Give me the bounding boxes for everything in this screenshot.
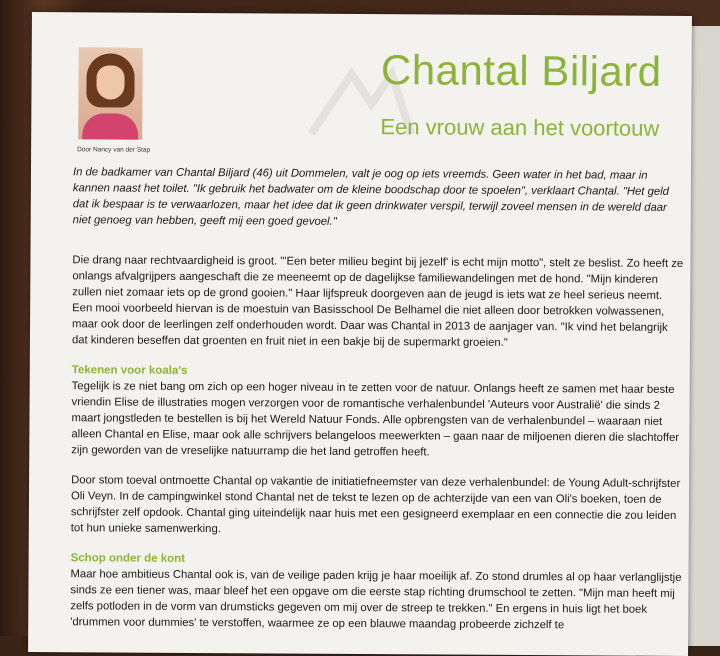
section-heading: Schop onder de kont [70, 552, 186, 565]
article-intro: In de badkamer van Chantal Biljard (46) uit Dommelen, valt je oog op iets vreemds. Geen water in het bad, maar in kannen naast het toilet. "Ik gebruik het badwater om de kleine boodschap door te spoelen", verklaart Chantal. "Het geld dat ik bespaar is te verwaarlozen, maar het idee dat ik geen drinkwater verspil, terwijl zoveel mensen in de wereld daar niet genoeg van hebben, geeft mij een goed gevoel." [72, 166, 669, 228]
body-paragraph: Die drang naar rechtvaardigheid is groot. "'Een beter milieu begint bij jezelf' is echt mijn motto", stelt ze beslist. Zo heeft ze onlangs afvalgrijpers aangeschaft die ze meeneemt op de dagelijkse familiewandelingen met de hond. "Mijn kinderen zullen niet zomaar iets op de grond gooien." Haar lijfspreuk doorgeven aan de jeugd is iets wat ze heel serieus neemt. Een mooi voorbeeld hiervan is de moestuin van Basisschool De Belhamel die niet alleen door betrokken volwassenen, maar ook door de leerlingen zelf onderhouden wordt. Daar was Chantal in 2013 de aanjager van. "Ik vind het belangrijk dat kinderen beseffen dat groenten en fruit niet in een bakje bij de supermarkt groeien." [71, 254, 684, 349]
article-subtitle: Een vrouw aan het voortouw [380, 114, 660, 141]
section-heading: Tekenen voor koala's [71, 364, 188, 377]
body-paragraph: Maar hoe ambitieus Chantal ook is, van de veilige paden krijg je haar moeilijk af. Zo stond drumles al op haar verlanglijstje sinds ze een tiener was, maar bleef het een opgave om die eerste stap richting drumschool te zetten. "Mijn man heeft mij zelfs potloden in de vorm van drumsticks gegeven om mij over de streep te trekken." En ergens in huis ligt het boek 'drummen voor dummies' te verstoffen, waarmee ze op een blauwe maandag probeerde zichzelf te [70, 568, 682, 632]
article-body [70, 252, 684, 648]
body-paragraph: Door stom toeval ontmoette Chantal op vakantie de initiatiefneemster van deze verhalenbundel: de Young Adult-schrijfster Oli Veyn. In de campingwinkel stond Chantal net de tekst te lezen op de achterzijde van een van Oli's boeken, toen de schrijfster zelf opdook. Chantal ging uiteindelijk naar huis met een gesigneerd exemplaar en een connectie die zou leiden tot hun unieke samenwerking. [70, 474, 681, 536]
author-photo [78, 47, 143, 139]
photo-caption: Door Nancy van der Stap [77, 146, 151, 154]
article-title: Chantal Biljard [380, 46, 662, 95]
magazine-page [28, 12, 692, 656]
body-paragraph: Tegelijk is ze niet bang om zich op een hoger niveau in te zetten voor de natuur. Onlangs heeft ze samen met haar beste vriendin Elise de illustraties mogen verzorgen voor de romantische verhalenbundel 'Auteurs voor Australië' die sinds 2 maart jongstleden te bestellen is bij het Wereld Natuur Fonds. Alle opbrengsten van de verhalenbundel – waaraan niet alleen Chantal en Elise, maar ook alle schrijvers belangeloos meewerkten – gaan naar de miljoenen dieren die slachtoffer zijn geworden van de vreselijke natuurramp die het land getroffen heeft. [71, 380, 680, 459]
